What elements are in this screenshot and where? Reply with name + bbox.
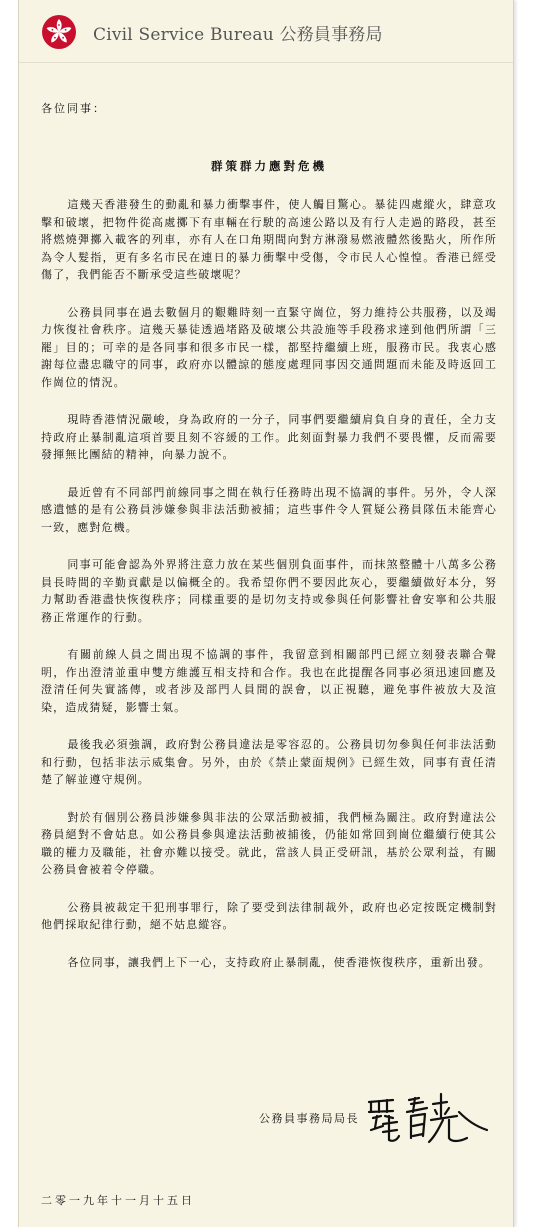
paragraph: 同事可能會認為外界將注意力放在某些個別負面事件，而抹煞整體十八萬多公務員長時間的辛勤貢獻是以偏概全的。我希望你們不要因此灰心，要繼續做好本分，努力幫助香港盡快恢復秩序；同樣重要的是切勿支持或參與任何影響社會安寧和公共服務正常運作的行動。 xyxy=(41,558,497,624)
paragraph: 有關前線人員之間出現不協調的事件，我留意到相關部門已經立刻發表聯合聲明，作出澄清並重申雙方維護互相支持和合作。我也在此提醒各同事必須迅速回應及澄清任何失實謠傳，或者涉及部門人員間的誤會，以正視聽，避免事件被放大及渲染，造成猜疑，影響士氣。 xyxy=(41,648,497,714)
paragraph: 各位同事，讓我們上下一心，支持政府止暴制亂，使香港恢復秩序，重新出發。 xyxy=(67,955,491,969)
salutation: 各位同事： xyxy=(41,102,106,115)
signatory-title: 公務員事務局局長 xyxy=(259,1112,359,1125)
bureau-name: Civil Service Bureau 公務員事務局 xyxy=(93,24,383,45)
paragraph: 現時香港情況嚴峻，身為政府的一分子，同事們要繼續肩負自身的責任，全力支持政府止暴制亂這項首要且刻不容緩的工作。此刻面對暴力我們不要畏懼，反而需要發揮無比團結的精神，向暴力說不。 xyxy=(41,413,497,461)
signature-block xyxy=(259,1090,491,1146)
letter-sheet xyxy=(18,0,514,1227)
paragraph: 這幾天香港發生的動亂和暴力衝擊事件，使人觸目驚心。暴徒四處縱火，肆意攻擊和破壞，把物件從高處擲下有車輛在行駛的高速公路以及有行人走過的路段，甚至將燃燒彈擲入載客的列車，亦有人在口角期間向對方淋潑易燃液體然後點火，所作所為令人髮指，更有多名市民在連日的暴力衝擊中受傷，令市民人心惶惶。香港已經受傷了，我們能否不斷承受這些破壞呢？ xyxy=(41,198,497,281)
hksar-bauhinia-emblem-icon xyxy=(41,14,77,50)
paragraph: 對於有個別公務員涉嫌參與非法的公眾活動被捕，我們極為關注。政府對違法公務員絕對不會姑息。如公務員參與違法活動被捕後，仍能如常回到崗位繼續行使其公職的權力及職能，社會亦難以接受。就此，當該人員正受研訊，基於公眾利益，有關公務員會被着令停職。 xyxy=(41,810,497,876)
paragraph: 公務員被裁定干犯刑事罪行，除了要受到法律制裁外，政府也必定按既定機制對他們採取紀律行動，絕不姑息縱容。 xyxy=(41,900,497,931)
letter-title: 群策群力應對危機 xyxy=(211,159,327,173)
letterhead xyxy=(41,12,383,52)
letter-body xyxy=(41,100,497,991)
handwritten-signature xyxy=(363,1090,491,1146)
paragraph: 最後我必須強調，政府對公務員違法是零容忍的。公務員切勿參與任何非法活動和行動，包括非法示威集會。另外，由於《禁止蒙面規例》已經生效，同事有責任清楚了解並遵守規例。 xyxy=(41,738,497,786)
paragraph: 最近曾有不同部門前線同事之間在執行任務時出現不協調的事件。另外，令人深感遺憾的是有公務員涉嫌參與非法活動被捕；這些事件令人質疑公務員隊伍未能齊心一致，應對危機。 xyxy=(41,485,497,534)
header-divider xyxy=(19,62,513,63)
letter-date: 二零一九年十一月十五日 xyxy=(41,1194,195,1207)
paragraph: 公務員同事在過去數個月的艱難時刻一直緊守崗位，努力維持公共服務，以及竭力恢復社會秩序。這幾天暴徒透過堵路及破壞公共設施等手段務求達到他們所謂「三罷」目的；可幸的是各同事和很多市民一樣，都堅持繼續上班，服務市民。我衷心感謝每位盡忠職守的同事，政府亦以體諒的態度處理同事因交通問題而未能及時返回工作崗位的情況。 xyxy=(41,305,497,389)
